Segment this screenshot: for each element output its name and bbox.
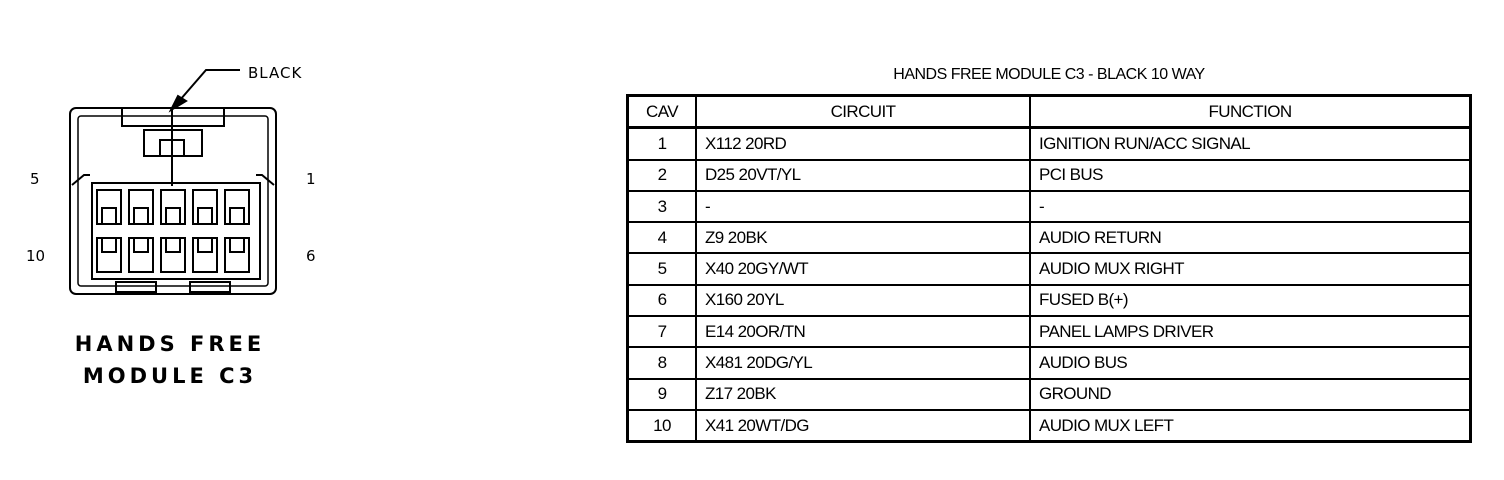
cell-function: IGNITION RUN/ACC SIGNAL [1030, 128, 1471, 160]
cell-function: PANEL LAMPS DRIVER [1030, 316, 1471, 347]
cell-cav: 1 [628, 128, 697, 160]
table-header-row [628, 96, 1471, 128]
cavity-block [92, 183, 260, 279]
cell-cav: 8 [628, 347, 697, 378]
table-row [628, 285, 1471, 316]
table-row [628, 253, 1471, 284]
header-cav: CAV [628, 96, 697, 128]
table-row [628, 160, 1471, 191]
pin-label-5: 5 [30, 170, 40, 188]
cavity-row-bottom [97, 238, 249, 272]
cell-circuit: X40 20GY/WT [696, 253, 1030, 284]
cell-circuit: D25 20VT/YL [696, 160, 1030, 191]
cell-cav: 6 [628, 285, 697, 316]
table-row [628, 410, 1471, 442]
cell-circuit: E14 20OR/TN [696, 316, 1030, 347]
table-row [628, 191, 1471, 222]
cell-cav: 9 [628, 379, 697, 410]
cell-cav: 2 [628, 160, 697, 191]
connector-name-line1: HANDS FREE [74, 332, 266, 356]
cell-cav: 5 [628, 253, 697, 284]
cell-cav: 7 [628, 316, 697, 347]
table-row [628, 379, 1471, 410]
cell-function: GROUND [1030, 379, 1471, 410]
connector-name-line2: MODULE C3 [82, 364, 258, 388]
cell-circuit: X481 20DG/YL [696, 347, 1030, 378]
table-row [628, 222, 1471, 253]
pin-label-10: 10 [26, 247, 46, 265]
header-function: FUNCTION [1030, 96, 1471, 128]
cavity-row-top [97, 190, 249, 224]
cell-function: AUDIO MUX RIGHT [1030, 253, 1471, 284]
cell-circuit: X41 20WT/DG [696, 410, 1030, 442]
cell-circuit: X160 20YL [696, 285, 1030, 316]
cell-cav: 10 [628, 410, 697, 442]
pin-label-1: 1 [306, 170, 316, 188]
table-row [628, 347, 1471, 378]
cell-cav: 4 [628, 222, 697, 253]
leader-line [180, 70, 240, 100]
cell-function: AUDIO MUX LEFT [1030, 410, 1471, 442]
pin-label-6: 6 [306, 247, 316, 265]
cell-cav: 3 [628, 191, 697, 222]
header-circuit: CIRCUIT [696, 96, 1030, 128]
table-title: HANDS FREE MODULE C3 - BLACK 10 WAY [893, 66, 1205, 83]
connector-diagram [0, 0, 600, 480]
cell-function: AUDIO BUS [1030, 347, 1471, 378]
pinout-table [626, 94, 1472, 443]
cell-circuit: Z17 20BK [696, 379, 1030, 410]
cell-function: PCI BUS [1030, 160, 1471, 191]
cell-function: - [1030, 191, 1471, 222]
cell-circuit: - [696, 191, 1030, 222]
cell-circuit: X112 20RD [696, 128, 1030, 160]
table-row [628, 316, 1471, 347]
cell-circuit: Z9 20BK [696, 222, 1030, 253]
table-row [628, 128, 1471, 160]
cell-function: FUSED B(+) [1030, 285, 1471, 316]
connector-color-label: BLACK [248, 64, 303, 82]
cell-function: AUDIO RETURN [1030, 222, 1471, 253]
